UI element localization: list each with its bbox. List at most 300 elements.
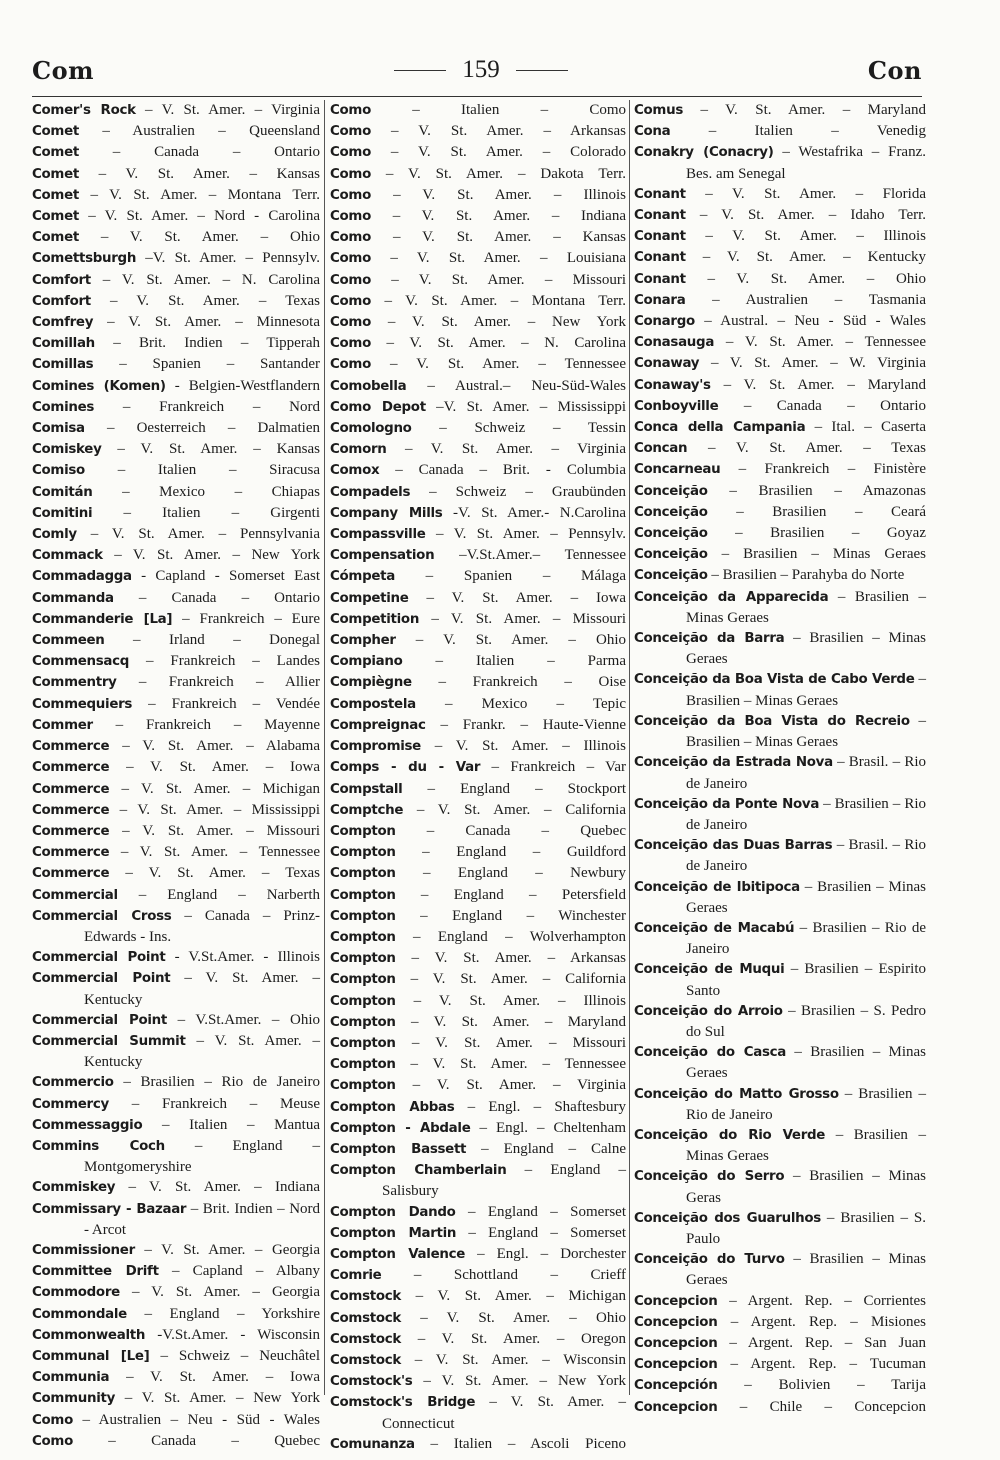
entry-headword: Comptche (330, 802, 404, 818)
entry-location: – England – Stockport (427, 780, 626, 797)
gazetteer-entry (330, 1244, 626, 1265)
gazetteer-entry (330, 418, 626, 439)
entry-headword: Commondale (32, 1306, 127, 1322)
entry-headword: Comitini (32, 505, 93, 521)
gazetteer-entry (32, 1346, 320, 1367)
entry-headword: Community (32, 1391, 116, 1407)
entry-location: – V. St. Amer. – California (410, 971, 627, 988)
entry-location: – V. St. Amer. – Maryland (723, 376, 927, 393)
gazetteer-entry (32, 715, 320, 736)
gazetteer-entry (330, 736, 626, 757)
entry-location: – England – Winchester (420, 907, 627, 924)
entry-headword: Conceição do Casca (634, 1045, 787, 1061)
entry-location: – Frankreich – Vendée (148, 695, 320, 712)
entry-headword: Conca della Campania (634, 420, 806, 436)
gazetteer-entry (330, 800, 626, 821)
entry-location: – V. St. Amer. – Maryland (410, 1013, 627, 1030)
gazetteer-entry (634, 752, 926, 793)
gazetteer-entry (330, 1371, 626, 1392)
entry-location: – V. St. Amer. – Montana Terr. (90, 186, 321, 203)
entry-headword: Conceição de Muqui (634, 962, 785, 978)
gazetteer-entry (330, 354, 626, 375)
gazetteer-entry (330, 312, 626, 333)
entry-location: – V. St. Amer. – W. Virginia (710, 355, 926, 372)
entry-location: – V. St. Amer. – Arkansas (391, 123, 626, 140)
entry-location: – Brasilien – Rio de Janeiro (686, 919, 926, 958)
entry-headword: Comstock (330, 1352, 401, 1368)
entry-headword: Competition (330, 611, 420, 627)
gazetteer-entry (634, 1397, 926, 1418)
gazetteer-entry (32, 1304, 320, 1325)
entry-headword: Conaway's (634, 377, 711, 393)
entry-headword: Commerce (32, 781, 110, 797)
gazetteer-entry (634, 332, 926, 353)
entry-location: – V. St. Amer. – Idaho Terr. (699, 207, 927, 224)
gazetteer-entry (634, 523, 926, 544)
gazetteer-entry (330, 1286, 626, 1307)
gazetteer-entry (634, 1125, 926, 1166)
gazetteer-entry (330, 1139, 626, 1160)
gazetteer-entry (330, 206, 626, 227)
entry-headword: Commadagga (32, 569, 132, 585)
gazetteer-entry (634, 1042, 926, 1083)
gazetteer-entry (32, 121, 320, 142)
gazetteer-entry (330, 1075, 626, 1096)
entry-location: – V. St. Amer. – Kansas (392, 229, 626, 246)
column-divider-1 (324, 100, 325, 1395)
gazetteer-entry (330, 1118, 626, 1139)
gazetteer-entry (32, 376, 320, 397)
gazetteer-entry (634, 481, 926, 502)
gazetteer-entry (32, 142, 320, 163)
gazetteer-entry (330, 906, 626, 927)
entry-location: – Frankreich – Finistère (738, 461, 927, 478)
gazetteer-entry (330, 1012, 626, 1033)
entry-location: – Italien – Parma (435, 653, 627, 670)
gazetteer-entry (634, 205, 926, 226)
gazetteer-entry (634, 544, 926, 565)
entry-location: – Schottland – Crieff (413, 1267, 626, 1284)
gazetteer-entry (330, 270, 626, 291)
gazetteer-entry (634, 1375, 926, 1396)
gazetteer-entry (32, 1367, 320, 1388)
entry-headword: Commercial Point (32, 1012, 167, 1028)
entry-headword: Comstock (330, 1310, 401, 1326)
entry-location: – V. St. Amer. – Tennessee (410, 1056, 626, 1073)
entry-location: – Frankreich – Eure (182, 610, 320, 627)
entry-headword: Communal [Le] (32, 1348, 150, 1364)
entry-headword: Commodore (32, 1285, 120, 1301)
entry-headword: Concepcion (634, 1399, 718, 1415)
entry-location: – England – Somerset (468, 1224, 626, 1241)
entry-headword: Compher (330, 633, 396, 649)
entry-location: – England – Wolverhampton (412, 928, 626, 945)
entry-location: – Frankreich – Meuse (131, 1095, 321, 1112)
gazetteer-entry (32, 1240, 320, 1261)
entry-location: – Brasilien – Minas Geraes (686, 588, 927, 626)
entry-location: – Argent. Rep. – Corrientes (729, 1292, 927, 1309)
entry-location: – England – Montgomeryshire (84, 1137, 320, 1176)
entry-location: – England – Newbury (423, 865, 627, 882)
gazetteer-entry (330, 227, 626, 248)
entry-headword: Como (330, 166, 371, 182)
entry-location: – England – Somerset (467, 1203, 626, 1220)
entry-location: – Canada – Quebec (108, 1432, 320, 1449)
entry-location: – V. St. Amer. – Tennessee (389, 356, 626, 373)
entry-headword: Comps - du - Var (330, 760, 481, 776)
entry-location: – England – Yorkshire (144, 1305, 320, 1322)
entry-headword: Compton (330, 1057, 396, 1073)
gazetteer-entry (32, 1388, 320, 1409)
gazetteer-entry (32, 863, 320, 884)
entry-headword: Como (330, 336, 371, 352)
entry-headword: Comly (32, 527, 77, 543)
entry-headword: Conceição (634, 547, 708, 563)
gazetteer-entry (634, 1001, 926, 1042)
entry-headword: Compton (330, 887, 396, 903)
entry-location: – Brit. Indien – Nord - Arcot (84, 1200, 321, 1238)
entry-location: – Brasil. – Rio de Janeiro (686, 754, 926, 792)
entry-headword: Conceição do Arroio (634, 1003, 783, 1019)
entry-location: – Brasilien – Minas Geraes (686, 1251, 927, 1289)
entry-location: – Brasilien – Minas Geraes (686, 1126, 927, 1165)
entry-headword: Commentry (32, 675, 117, 691)
gazetteer-entry (634, 269, 926, 290)
gazetteer-entry (330, 948, 626, 969)
entry-location: – Canada – Brit. - Columbia (395, 462, 626, 479)
gazetteer-entry (32, 545, 320, 566)
entry-headword: Compton Martin (330, 1225, 457, 1241)
gazetteer-entry (634, 290, 926, 311)
entry-location: – V. St. Amer. – Kansas (98, 165, 320, 182)
gazetteer-entry (330, 757, 626, 778)
entry-headword: Commensacq (32, 654, 130, 670)
entry-location: – England – Calne (481, 1140, 626, 1157)
entry-headword: Compton (330, 1078, 396, 1094)
gazetteer-entry (330, 460, 626, 481)
gazetteer-entry (32, 757, 320, 778)
entry-headword: Compton Dando (330, 1204, 456, 1220)
entry-location: – V. St. Amer. – Virginia (145, 102, 321, 118)
entry-headword: Conargo (634, 314, 695, 330)
entry-headword: Comfort (32, 293, 91, 309)
entry-location: –V. St. Amer. – Pennsylv. (145, 250, 321, 267)
entry-location: – V. St. Amer. – Connecticut (382, 1394, 626, 1432)
entry-headword: Compton (330, 972, 396, 988)
entry-headword: Conceição da Ponte Nova (634, 796, 820, 812)
entry-headword: Como (32, 1433, 73, 1449)
entry-location: – V. St. Amer. – Kansas (117, 441, 320, 458)
entry-location: – V. St. Amer. – New York (387, 314, 627, 331)
entry-location: – V. St. Amer. – New York (423, 1373, 626, 1390)
header-left-keyword: Com (32, 55, 95, 85)
entry-headword: Concepcion (634, 1314, 718, 1330)
entry-headword: Comrie (330, 1268, 382, 1284)
entry-headword: Concepcion (634, 1357, 718, 1373)
entry-headword: Cómpeta (330, 569, 395, 585)
entry-headword: Comet (32, 209, 79, 225)
entry-headword: Conceição das Duas Barras (634, 838, 833, 854)
entry-headword: Compton (330, 823, 396, 839)
entry-headword: Comstock (330, 1289, 401, 1305)
entry-location: – V. St. Amer. – Ohio (100, 229, 320, 246)
entry-headword: Commercy (32, 1096, 109, 1112)
entry-headword: Conceição da Boa Vista de Cabo Verde (634, 672, 915, 688)
entry-headword: Comus (634, 103, 683, 118)
entry-headword: Compton (330, 929, 396, 945)
entry-location: – V. St. Amer. – Georgia (144, 1241, 320, 1258)
entry-location: – V. St. Amer. – Illinois (393, 186, 627, 203)
entry-headword: Como (330, 357, 371, 373)
entry-location: – Frankr. – Haute-Vienne (440, 716, 627, 733)
entry-headword: Comiso (32, 463, 85, 479)
entry-headword: Comet (32, 230, 79, 246)
entry-headword: Comfrey (32, 315, 94, 331)
entry-location: – V. St. Amer. – Arkansas (411, 950, 626, 967)
entry-location: – Engl. – Dorchester (477, 1245, 626, 1262)
entry-headword: Commonwealth (32, 1327, 146, 1343)
entry-headword: Conant (634, 250, 686, 266)
entry-headword: Commercial (32, 887, 118, 903)
gazetteer-entry (634, 835, 926, 876)
entry-headword: Compton (330, 866, 396, 882)
gazetteer-entry (330, 142, 626, 163)
gazetteer-entry (330, 630, 626, 651)
gazetteer-entry (330, 609, 626, 630)
entry-location: – Frankreich – Landes (145, 653, 320, 670)
entry-location: – Canada – Ontario (112, 144, 320, 161)
entry-headword: Comettsburgh (32, 251, 137, 267)
entry-headword: Comines (32, 399, 95, 415)
gazetteer-entry (32, 736, 320, 757)
entry-headword: Conceição do Matto Grosso (634, 1086, 839, 1102)
entry-location: – Argent. Rep. – Tucuman (730, 1356, 926, 1373)
header-page-number-group (394, 56, 568, 84)
gazetteer-entry (634, 184, 926, 205)
gazetteer-entry (330, 991, 626, 1012)
entry-headword: Commeen (32, 633, 105, 649)
entry-headword: Compton Bassett (330, 1141, 467, 1157)
gazetteer-entry (634, 1354, 926, 1375)
entry-location: – Brasilien – S. Pedro do Sul (686, 1002, 926, 1040)
gazetteer-entry (330, 1160, 626, 1201)
entry-location: – V. St. Amer. – Missouri (122, 822, 320, 839)
gazetteer-entry (330, 397, 626, 418)
entry-location: -V.St.Amer. - Wisconsin (157, 1326, 321, 1343)
entry-headword: Conant (634, 186, 686, 202)
entry-headword: Como (330, 103, 371, 118)
entry-location: – Engl. – Shaftesbury (467, 1098, 626, 1115)
gazetteer-entry (32, 1094, 320, 1115)
gazetteer-entry (32, 1177, 320, 1198)
entry-location: – V. St. Amer. – Missouri (411, 1034, 627, 1051)
entry-headword: Compton Chamberlain (330, 1163, 507, 1179)
page-header (32, 52, 922, 88)
entry-location: – V. St. Amer. – Mississippi (119, 801, 320, 818)
entry-location: – Brasil. – Rio de Janeiro (686, 837, 927, 875)
entry-location: – V. St. Amer. – New York (114, 547, 321, 564)
gazetteer-entry (634, 396, 926, 417)
gazetteer-entry (634, 1291, 926, 1312)
gazetteer-entry (634, 711, 926, 752)
gazetteer-entry (330, 333, 626, 354)
entry-headword: Compton (330, 1035, 396, 1051)
entry-location: – Brasilien – Parahyba do Norte (711, 567, 905, 584)
gazetteer-entry (634, 794, 926, 835)
entry-headword: Comet (32, 124, 79, 140)
entry-headword: Commerce (32, 866, 110, 882)
entry-headword: Commerce (32, 845, 110, 861)
entry-headword: Conceição de Ibitipoca (634, 879, 800, 895)
gazetteer-entry (330, 1392, 626, 1433)
entry-location: – Canada – Ontario (138, 589, 320, 606)
gazetteer-entry (330, 503, 626, 524)
gazetteer-entry (32, 482, 320, 503)
entry-location: – Brasilien – Rio de Janeiro (686, 1085, 926, 1123)
entry-headword: Cona (634, 124, 671, 140)
gazetteer-entry (634, 1166, 926, 1207)
entry-location: –V. St. Amer. – Mississippi (436, 398, 627, 415)
gazetteer-entry (634, 669, 926, 710)
entry-headword: Conara (634, 292, 686, 308)
gazetteer-entry (32, 439, 320, 460)
entry-location: – V. St. Amer. – Louisiana (390, 250, 626, 267)
entry-location: - V.St.Amer. - Illinois (174, 949, 320, 966)
entry-location: – Italien – Girgenti (123, 504, 321, 521)
entry-location: – Brasilien – Minas Geraes (686, 671, 926, 709)
entry-headword: Concan (634, 441, 688, 457)
entry-headword: Comfort (32, 272, 91, 288)
entry-headword: Compreignac (330, 717, 426, 733)
entry-headword: Conceição de Macabú (634, 920, 795, 936)
entry-location: – V. St. Amer. – Missouri (431, 610, 627, 627)
gazetteer-entry (634, 375, 926, 396)
gazetteer-entry (330, 1434, 626, 1455)
gazetteer-entry (634, 311, 926, 332)
entry-location: – Brasilien – Ceará (736, 503, 926, 520)
entry-location: – V. St. Amer. – Kentucky (84, 1032, 320, 1071)
gazetteer-entry (32, 397, 320, 418)
gazetteer-entry (32, 609, 320, 630)
entry-headword: Commiskey (32, 1180, 116, 1196)
gazetteer-entry (330, 1329, 626, 1350)
entry-headword: Comet (32, 187, 79, 203)
gazetteer-entry (330, 672, 626, 693)
gazetteer-entry (32, 947, 320, 968)
entry-headword: Conceição da Estrada Nova (634, 755, 833, 771)
gazetteer-entry (634, 417, 926, 438)
entry-headword: Como (330, 272, 371, 288)
gazetteer-entry (634, 1208, 926, 1249)
entry-headword: Commercial Point (32, 950, 166, 966)
gazetteer-entry (32, 1199, 320, 1240)
entry-location: – V. St. Amer. – Indiana (392, 208, 627, 225)
entry-headword: Comstock's Bridge (330, 1395, 476, 1411)
column-3 (634, 100, 927, 1415)
entry-location: – V. St. Amer. – Illinois (434, 738, 627, 755)
entry-location: – Schweiz – Neuchâtel (160, 1347, 320, 1364)
entry-headword: Comunanza (330, 1436, 415, 1452)
entry-location: – V. St. Amer. – Montana Terr. (384, 292, 626, 309)
entry-location: – Brit. Indien – Tipperah (113, 335, 320, 352)
entry-location: – V. St. Amer. – Dakota Terr. (385, 165, 626, 182)
entry-headword: Commerce (32, 739, 110, 755)
entry-location: – England – Guildford (422, 844, 626, 861)
entry-headword: Conboyville (634, 398, 719, 414)
entry-headword: Compton Abbas (330, 1099, 455, 1115)
entry-location: – V. St. Amer. – Texas (125, 865, 320, 882)
gazetteer-entry (330, 1202, 626, 1223)
entry-location: – V. St. Amer. – Missouri (391, 271, 626, 288)
entry-headword: Conceição da Boa Vista do Recreio (634, 713, 910, 729)
gazetteer-entry (32, 185, 320, 206)
entry-headword: Como (330, 187, 371, 203)
entry-headword: Compton (330, 1014, 396, 1030)
gazetteer-entry (330, 969, 626, 990)
entry-location: – V. St. Amer. – Tennessee (725, 334, 927, 351)
entry-location: – V. St. Amer. – Illinois (413, 992, 626, 1009)
entry-headword: Commanda (32, 590, 114, 606)
entry-location: – V. St. Amer. – Tennessee (120, 844, 320, 861)
entry-location: – Canada – Quebec (426, 822, 626, 839)
entry-headword: Conceição do Rio Verde (634, 1127, 826, 1143)
gazetteer-entry (32, 354, 320, 375)
entry-location: – V. St. Amer. – Georgia (131, 1284, 320, 1301)
gazetteer-entry (330, 1223, 626, 1244)
entry-location: – Brasilien – Goyaz (735, 525, 926, 542)
gazetteer-entry (32, 651, 320, 672)
entry-location: – V. St. Amer. – Maryland (700, 102, 926, 118)
gazetteer-entry (330, 100, 626, 121)
entry-headword: Conasauga (634, 335, 715, 351)
gazetteer-entry (634, 918, 926, 959)
gazetteer-entry (32, 333, 320, 354)
entry-location: – Schweiz – Tessin (439, 420, 626, 437)
entry-location: – Ital. – Caserta (814, 419, 927, 436)
entry-location: – V. St. Amer. – N. Carolina (102, 271, 321, 288)
entry-location: – Australien – Neu - Süd - Wales (82, 1411, 321, 1428)
entry-headword: Commercio (32, 1075, 114, 1091)
gazetteer-entry (32, 842, 320, 863)
entry-location: – Chile – Concepcion (739, 1398, 926, 1415)
entry-location: – V. St. Amer. – Iowa (426, 589, 627, 606)
entry-headword: Compton (330, 993, 396, 1009)
entry-headword: Commercial Summit (32, 1033, 186, 1049)
gazetteer-entry (330, 1350, 626, 1371)
gazetteer-entry (330, 651, 626, 672)
header-dash-right (516, 70, 568, 71)
gazetteer-entry (634, 1333, 926, 1354)
gazetteer-entry (330, 715, 626, 736)
header-dash-left (394, 70, 446, 71)
entry-headword: Conceição dos Guarulhos (634, 1210, 821, 1226)
entry-location: – Mexico – Tepic (444, 695, 626, 712)
entry-headword: Concarneau (634, 462, 721, 478)
entry-headword: Commessaggio (32, 1117, 143, 1133)
gazetteer-entry (32, 630, 320, 651)
gazetteer-entry (330, 566, 626, 587)
gazetteer-entry (32, 672, 320, 693)
entry-location: – England – Narberth (138, 886, 321, 903)
entry-location: – V. St. Amer. – Colorado (390, 144, 626, 161)
entry-location: – Capland – Albany (171, 1263, 320, 1280)
entry-location: – Australien – Tasmania (712, 291, 926, 308)
entry-location: – V. St. Amer. – Texas (708, 440, 927, 457)
gazetteer-entry (32, 1136, 320, 1177)
entry-location: – Canada – Prinz-Edwards - Ins. (84, 907, 320, 945)
entry-headword: Comobella (330, 378, 407, 394)
entry-location: – England – Salisbury (382, 1162, 627, 1200)
